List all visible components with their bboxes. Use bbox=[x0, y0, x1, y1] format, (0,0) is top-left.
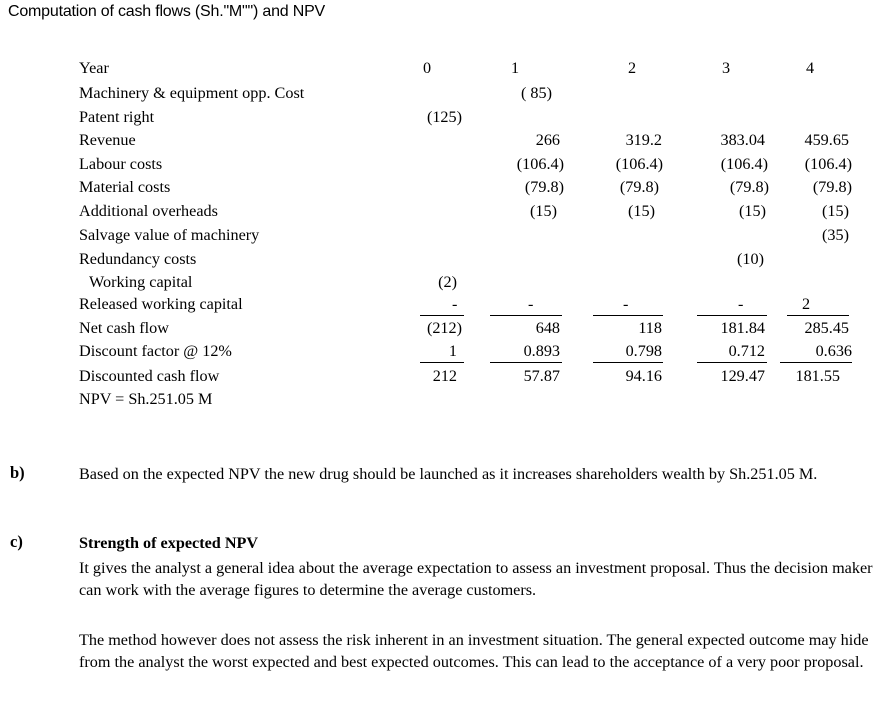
cell: (106.4) bbox=[516, 155, 564, 173]
underline-rule bbox=[697, 362, 767, 363]
cell: 0.893 bbox=[523, 342, 560, 360]
table-row bbox=[0, 131, 894, 153]
cell: 285.45 bbox=[804, 319, 849, 337]
table-row bbox=[0, 155, 894, 177]
cell: 266 bbox=[535, 131, 560, 149]
cell: (79.8) bbox=[729, 178, 769, 196]
year-1: 1 bbox=[511, 59, 520, 77]
table-header-row bbox=[0, 59, 894, 81]
cell: - bbox=[738, 295, 744, 313]
page-title: Computation of cash flows (Sh."M"") and NPV bbox=[8, 3, 326, 20]
table-row bbox=[0, 202, 894, 224]
underline-rule bbox=[420, 315, 464, 316]
underline-rule bbox=[697, 315, 767, 316]
cell: (15) bbox=[822, 202, 849, 220]
row-label: Labour costs bbox=[79, 155, 163, 173]
table-row bbox=[0, 108, 894, 130]
table-row bbox=[0, 295, 894, 317]
table-row bbox=[0, 342, 894, 364]
table-row bbox=[0, 250, 894, 272]
section-c-paragraph-2: The method however does not assess the risk inherent in an investment situation. The general expected outcome may hide from the analyst the worst expected and best expected outcomes. This can lead to the acceptance of a very poor proposal. bbox=[79, 631, 869, 671]
year-label: Year bbox=[79, 59, 109, 77]
row-label: Discounted cash flow bbox=[79, 367, 220, 385]
year-4: 4 bbox=[806, 59, 815, 77]
cell: (212) bbox=[426, 319, 462, 337]
underline-rule bbox=[420, 362, 464, 363]
cell: 181.84 bbox=[720, 319, 765, 337]
table-row bbox=[0, 367, 894, 389]
row-label: Machinery & equipment opp. Cost bbox=[79, 84, 305, 102]
underline-rule bbox=[780, 362, 852, 363]
cell: 0.712 bbox=[728, 342, 765, 360]
section-b-letter: b) bbox=[10, 463, 25, 482]
cell: 319.2 bbox=[625, 131, 662, 149]
table-row bbox=[0, 319, 894, 341]
cell: 1 bbox=[448, 342, 457, 360]
cell: (125) bbox=[426, 108, 462, 126]
year-2: 2 bbox=[628, 59, 637, 77]
row-label: Patent right bbox=[79, 108, 155, 126]
cell: (106.4) bbox=[615, 155, 663, 173]
section-b-text: Based on the expected NPV the new drug should be launched as it increases shareholders wealth by Sh.251.05 M. bbox=[79, 465, 818, 483]
cell: - bbox=[623, 295, 629, 313]
row-label: Working capital bbox=[89, 273, 193, 291]
cell: 181.55 bbox=[795, 367, 840, 385]
cell: 0.636 bbox=[815, 342, 852, 360]
cell: 2 bbox=[802, 295, 811, 313]
cell: 0.798 bbox=[625, 342, 662, 360]
cell: 129.47 bbox=[720, 367, 765, 385]
cell: (79.8) bbox=[812, 178, 852, 196]
section-c-heading: Strength of expected NPV bbox=[79, 534, 259, 552]
npv-result bbox=[0, 390, 894, 412]
cell: (15) bbox=[530, 202, 557, 220]
row-label: Released working capital bbox=[79, 295, 243, 313]
npv-text: NPV = Sh.251.05 M bbox=[79, 390, 213, 408]
cell: 648 bbox=[535, 319, 560, 337]
table-row bbox=[0, 84, 894, 106]
cell: 118 bbox=[638, 319, 662, 337]
cell: (106.4) bbox=[720, 155, 768, 173]
section-c-paragraph-1: It gives the analyst a general idea about the average expectation to assess an investment proposal. Thus the decision maker can work with the average figures to determine the average customers. bbox=[79, 559, 873, 599]
row-label: Revenue bbox=[79, 131, 136, 149]
cell: (79.8) bbox=[524, 178, 564, 196]
underline-rule bbox=[593, 315, 663, 316]
cell: (79.8) bbox=[619, 178, 659, 196]
cell: 383.04 bbox=[720, 131, 765, 149]
underline-rule bbox=[593, 362, 663, 363]
cell: ( 85) bbox=[520, 84, 552, 102]
row-label: Redundancy costs bbox=[79, 250, 197, 268]
row-label: Discount factor @ 12% bbox=[79, 342, 232, 360]
row-label: Material costs bbox=[79, 178, 171, 196]
cell: 212 bbox=[432, 367, 457, 385]
underline-rule bbox=[490, 315, 562, 316]
table-row bbox=[0, 178, 894, 200]
cell: (10) bbox=[737, 250, 764, 268]
cell: - bbox=[452, 295, 458, 313]
cell: - bbox=[528, 295, 534, 313]
underline-rule bbox=[490, 362, 562, 363]
cell: (106.4) bbox=[804, 155, 852, 173]
row-label: Additional overheads bbox=[79, 202, 218, 220]
cell: 94.16 bbox=[625, 367, 662, 385]
cell: (35) bbox=[822, 226, 849, 244]
cell: (15) bbox=[739, 202, 766, 220]
cell: 459.65 bbox=[804, 131, 849, 149]
section-c-letter: c) bbox=[10, 532, 23, 551]
row-label: Net cash flow bbox=[79, 319, 169, 337]
year-0: 0 bbox=[423, 59, 432, 77]
cell: (15) bbox=[628, 202, 655, 220]
cell: 57.87 bbox=[523, 367, 560, 385]
table-row bbox=[0, 273, 894, 295]
cell: (2) bbox=[438, 273, 457, 291]
underline-rule bbox=[787, 315, 849, 316]
table-row bbox=[0, 226, 894, 248]
year-3: 3 bbox=[722, 59, 731, 77]
row-label: Salvage value of machinery bbox=[79, 226, 260, 244]
